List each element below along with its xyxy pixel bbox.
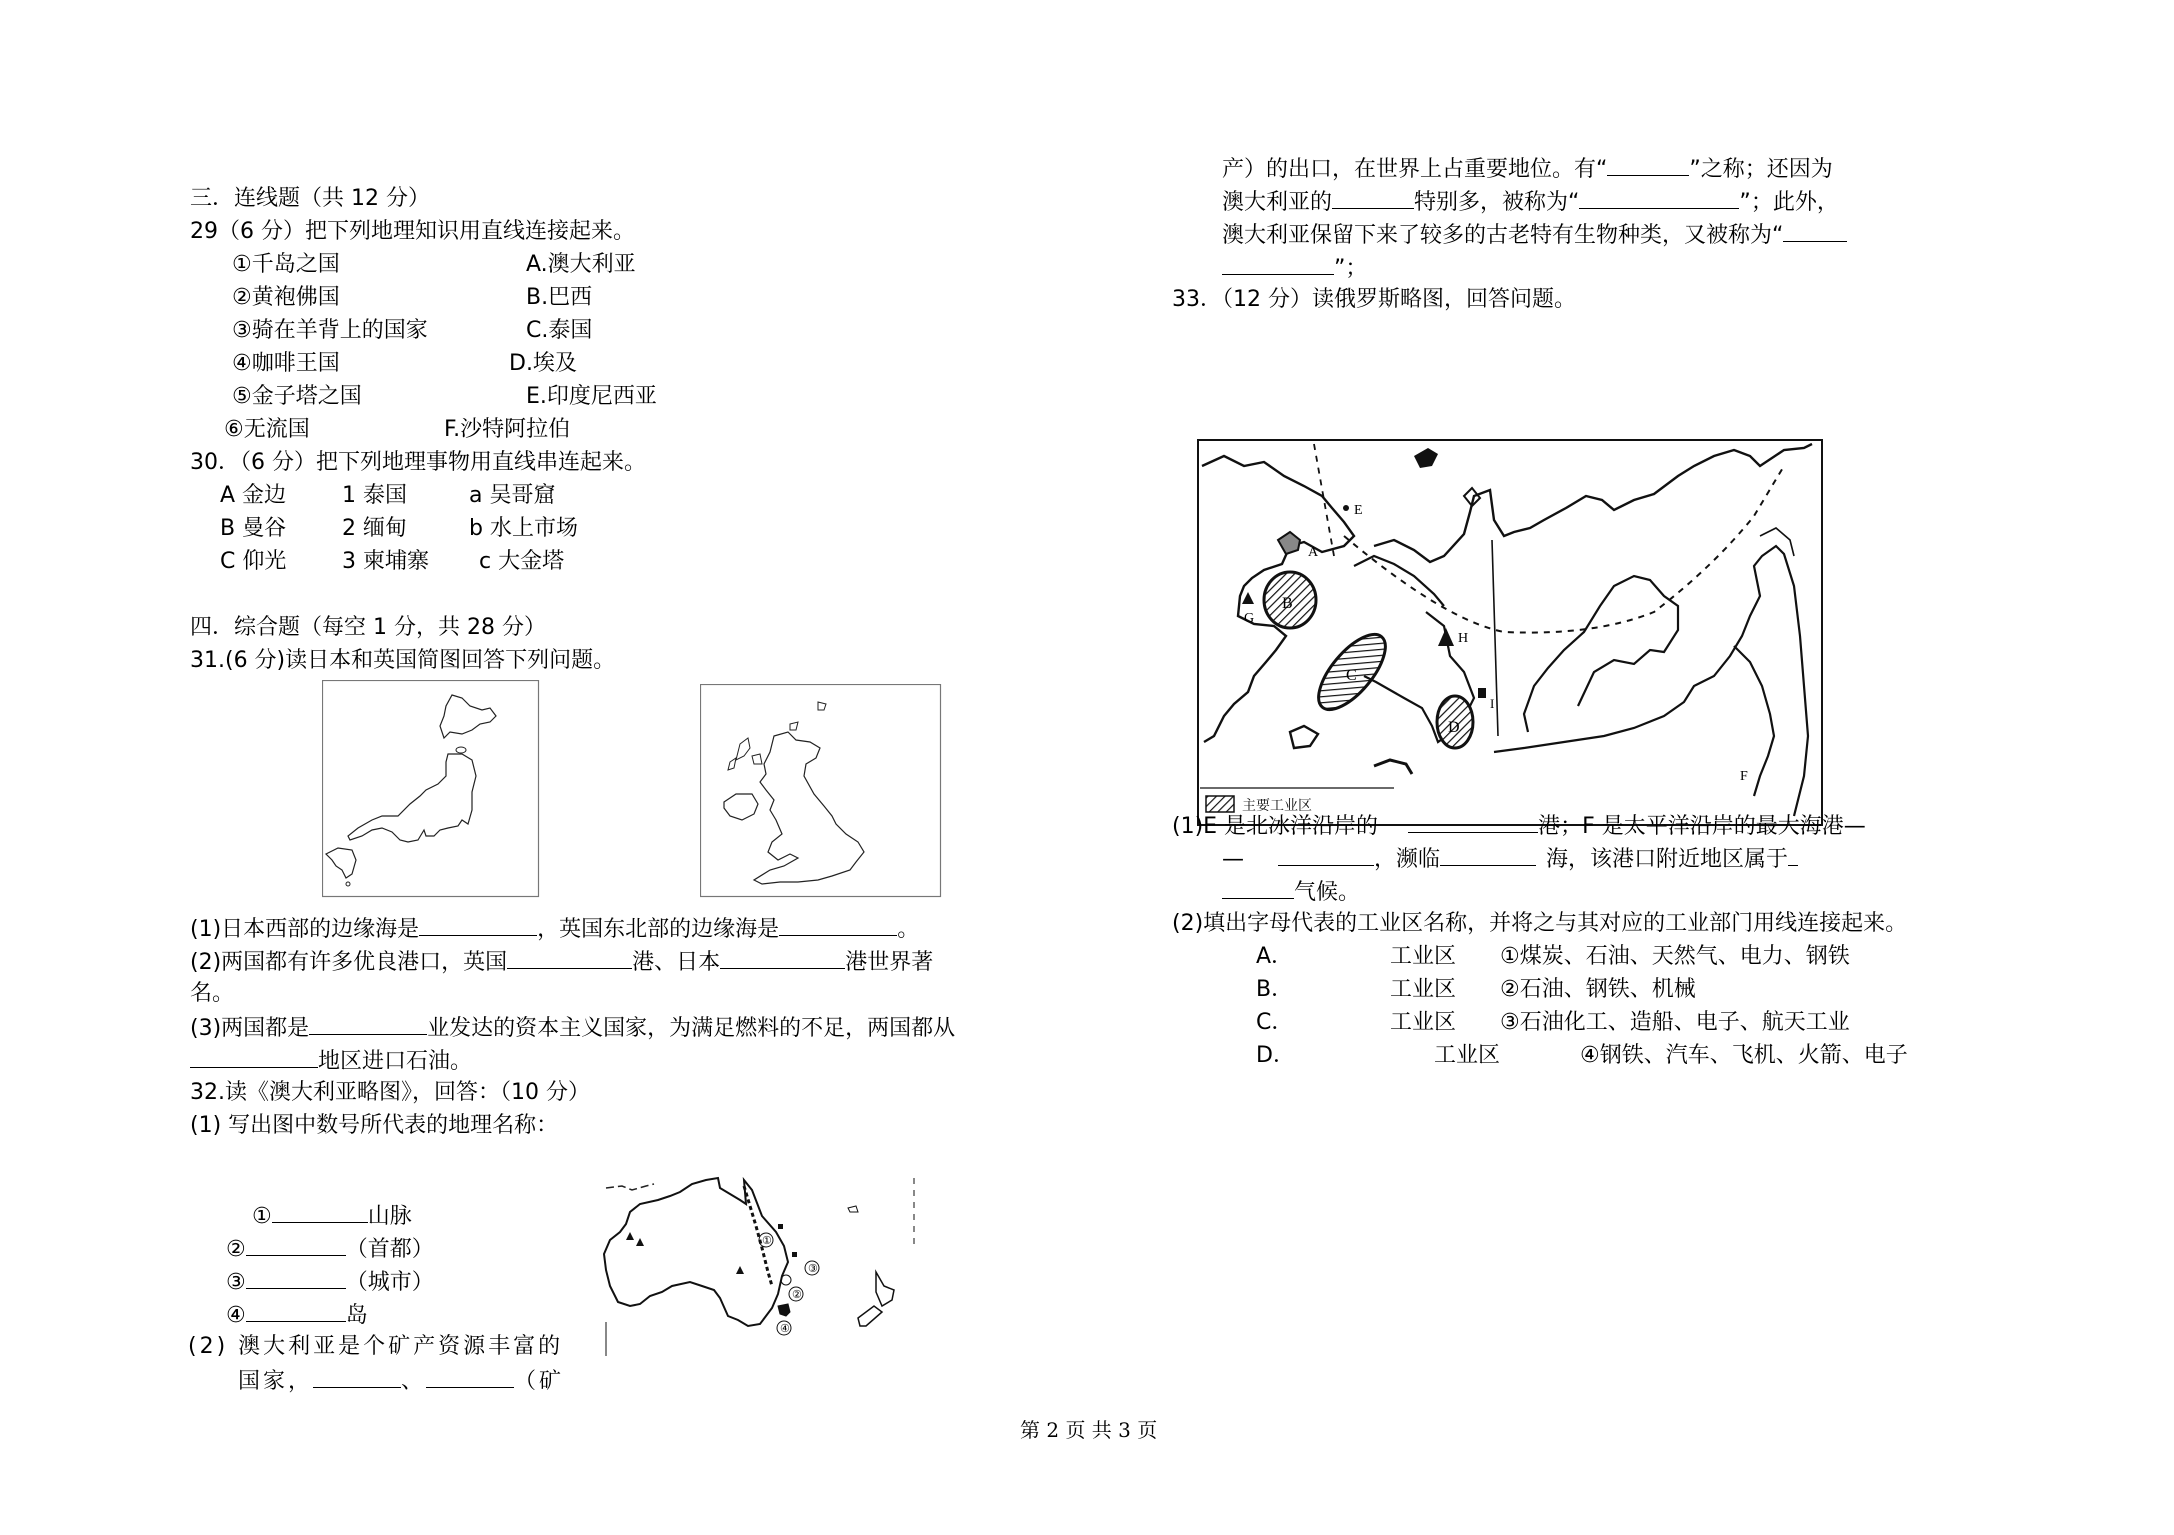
answer-blank-mountain[interactable] [272, 1200, 368, 1223]
uk-outline-map [700, 684, 942, 898]
q29-left-item: ②黄袍佛国 [232, 285, 340, 310]
answer-blank-japan-port[interactable] [720, 946, 845, 969]
section-4-heading: 四．综合题（每空 1 分，共 28 分） [190, 615, 546, 640]
answer-blank-mineral-2[interactable] [426, 1365, 514, 1388]
q30-col3-item: c 大金塔 [479, 549, 565, 574]
svg-text:I: I [1490, 696, 1495, 711]
q29-right-item: F.沙特阿拉伯 [444, 417, 571, 442]
svg-text:②: ② [792, 1289, 802, 1301]
q33-part1-text-f: 气候。 [1294, 880, 1361, 905]
svg-text:B: B [1282, 595, 1293, 612]
answer-blank-west-sea[interactable] [419, 913, 537, 936]
answer-blank-capital[interactable] [246, 1233, 346, 1256]
q32-cont-text-e: ”；此外， [1739, 190, 1839, 215]
q31-part2-text-b: 港、日本 [632, 950, 721, 975]
q29-left-item: ①千岛之国 [232, 252, 340, 277]
q32-cont-line4 [1222, 252, 1367, 284]
q33-row-label: 工业区 [1390, 977, 1457, 1002]
q32-cont-text-d: 特别多，被称为“ [1414, 190, 1580, 215]
item-suffix: 山脉 [367, 1204, 412, 1229]
answer-blank-sea[interactable] [1440, 843, 1536, 866]
section-3-heading: 三．连线题（共 12 分） [190, 186, 430, 211]
q31-part3-text-b: 业发达的资本主义国家，为满足燃料的不足，两国都从 [427, 1016, 956, 1041]
q32-sub2-line1: (2) 澳大利亚是个矿产资源丰富的 [188, 1334, 564, 1359]
q30-col3-item: a 吴哥窟 [469, 483, 556, 508]
answer-blank-nickname-3a[interactable] [1783, 219, 1847, 242]
svg-text:④: ④ [780, 1323, 790, 1335]
q29-right-item: D.埃及 [509, 351, 577, 376]
svg-text:G: G [1244, 611, 1255, 626]
australia-sketch-map [602, 1176, 918, 1402]
answer-blank-arctic-port[interactable] [1408, 810, 1538, 833]
q29-left-item: ③骑在羊背上的国家 [232, 318, 428, 343]
svg-text:C: C [1346, 667, 1357, 684]
q32-item-1 [252, 1200, 412, 1232]
q33-row-sector: ③石油化工、造船、电子、航天工业 [1500, 1010, 1850, 1035]
q32-cont-line2 [1222, 186, 1839, 218]
q31-part1-text-a: (1)日本西部的边缘海是 [190, 917, 420, 942]
q32-item-4 [226, 1299, 368, 1331]
q33-part1-text-e: 海，该港口附近地区属于 [1546, 847, 1789, 872]
page-number: 第 2 页 共 3 页 [1020, 1418, 1158, 1442]
q33-title: 33．（12 分）读俄罗斯略图，回答问题。 [1172, 287, 1576, 312]
answer-blank-mineral-1[interactable] [313, 1365, 401, 1388]
svg-text:D: D [1448, 719, 1460, 736]
q33-row-label: 工业区 [1434, 1043, 1501, 1068]
q32-cont-text-a: 产）的出口，在世界上占重要地位。有“ [1222, 157, 1608, 182]
q29-left-item: ⑤金子塔之国 [232, 384, 362, 409]
q33-row-letter: C． [1256, 1010, 1294, 1035]
q33-row-letter: B． [1256, 977, 1294, 1002]
q31-part2-text-a: (2)两国都有许多优良港口，英国 [190, 950, 508, 975]
q33-part1-text-b: 港；F 是太平洋沿岸的最大海港— [1538, 814, 1866, 839]
q32-sub2-text-c: （矿 [514, 1369, 565, 1394]
q30-col3-item: b 水上市场 [469, 516, 578, 541]
q33-row-letter: D． [1256, 1043, 1295, 1068]
q30-col1-item: C 仰光 [220, 549, 287, 574]
q33-row-label: 工业区 [1390, 1010, 1457, 1035]
q32-sub1: (1) 写出图中数号所代表的地理名称： [190, 1113, 559, 1138]
q31-part3 [190, 1012, 955, 1044]
q29-right-item: E.印度尼西亚 [526, 384, 657, 409]
q33-part1-line3 [1222, 876, 1360, 908]
q32-cont-text-g: ”； [1334, 256, 1368, 281]
russia-map-legend: 主要工业区 [1242, 798, 1312, 814]
answer-blank-climate-b[interactable] [1222, 876, 1294, 899]
q30-title: 30．（6 分）把下列地理事物用直线串连起来。 [190, 450, 646, 475]
q33-part1-text-d: ，濒临 [1374, 847, 1441, 872]
item-number: ③ [226, 1270, 246, 1295]
q32-cont-line1 [1222, 153, 1833, 185]
answer-blank-nickname-2[interactable] [1579, 186, 1739, 209]
q29-right-item: C.泰国 [526, 318, 593, 343]
answer-blank-industry[interactable] [309, 1012, 427, 1035]
q32-sub2-text-b: 、 [401, 1369, 427, 1394]
answer-blank-uk-port[interactable] [507, 946, 632, 969]
russia-sketch-map [1194, 436, 1844, 836]
answer-blank-pacific-port[interactable] [1278, 843, 1374, 866]
item-number: ④ [226, 1303, 246, 1328]
svg-text:H: H [1458, 631, 1469, 646]
q32-item-3 [226, 1266, 434, 1298]
q32-cont-line3 [1222, 219, 1847, 251]
svg-text:F: F [1740, 769, 1748, 784]
q31-part2-text-c: 港世界著 [845, 950, 934, 975]
q33-part1-line1 [1172, 810, 1866, 842]
answer-blank-northeast-sea[interactable] [779, 913, 897, 936]
q31-part2-cont: 名。 [190, 981, 235, 1006]
svg-text:E: E [1354, 503, 1363, 518]
q31-part1-text-c: 。 [897, 917, 920, 942]
japan-outline-map [322, 680, 540, 898]
q33-row-label: 工业区 [1390, 944, 1457, 969]
q29-title: 29（6 分）把下列地理知识用直线连接起来。 [190, 219, 635, 244]
q33-row-sector: ①煤炭、石油、天然气、电力、钢铁 [1500, 944, 1850, 969]
q33-part1-line2 [1222, 843, 1798, 875]
q30-col2-item: 2 缅甸 [342, 516, 407, 541]
item-suffix: （首都） [345, 1237, 434, 1262]
answer-blank-city[interactable] [246, 1266, 346, 1289]
answer-blank-island[interactable] [246, 1299, 346, 1322]
q31-part2 [190, 946, 933, 978]
q32-cont-text-b: ”之称；还因为 [1689, 157, 1833, 182]
q31-part3-text-a: (3)两国都是 [190, 1016, 310, 1041]
item-number: ① [252, 1204, 272, 1229]
q29-right-item: A.澳大利亚 [526, 252, 636, 277]
answer-blank-nickname-1[interactable] [1607, 153, 1689, 176]
q32-item-2 [226, 1233, 434, 1265]
q30-col2-item: 3 柬埔寨 [342, 549, 429, 574]
svg-text:①: ① [762, 1235, 772, 1247]
item-suffix: （城市） [345, 1270, 434, 1295]
q32-sub2-line2 [238, 1365, 564, 1397]
q31-title: 31.(6 分)读日本和英国简图回答下列问题。 [190, 648, 616, 673]
q33-row-sector: ④钢铁、汽车、飞机、火箭、电子 [1580, 1043, 1908, 1068]
q33-row-letter: A． [1256, 944, 1294, 969]
item-number: ② [226, 1237, 246, 1262]
q29-right-item: B.巴西 [526, 285, 593, 310]
q32-sub2-text-a: 国家， [238, 1369, 314, 1394]
q31-part1 [190, 913, 919, 945]
q30-col2-item: 1 泰国 [342, 483, 407, 508]
q32-title: 32.读《澳大利亚略图》，回答：（10 分） [190, 1080, 590, 1105]
q29-left-item: ⑥无流国 [224, 417, 310, 442]
svg-text:A: A [1308, 545, 1319, 560]
answer-blank-oil-region[interactable] [190, 1045, 318, 1068]
svg-text:③: ③ [808, 1263, 818, 1275]
q30-col1-item: B 曼谷 [220, 516, 287, 541]
q30-col1-item: A 金边 [220, 483, 287, 508]
q31-part3-cont [190, 1045, 472, 1077]
item-suffix: 岛 [345, 1303, 368, 1328]
q33-part2: (2)填出字母代表的工业区名称，并将之与其对应的工业部门用线连接起来。 [1172, 911, 1908, 936]
answer-blank-livestock[interactable] [1332, 186, 1414, 209]
answer-blank-climate-a[interactable] [1788, 843, 1798, 866]
q31-part3-text-c: 地区进口石油。 [318, 1049, 473, 1074]
q33-part1-text-c: — [1222, 847, 1244, 872]
q29-left-item: ④咖啡王国 [232, 351, 340, 376]
q33-part1-text-a: (1)E 是北冰洋沿岸的 [1172, 814, 1379, 839]
q32-cont-text-f: 澳大利亚保留下来了较多的古老特有生物种类，又被称为“ [1222, 223, 1784, 248]
q32-cont-text-c: 澳大利亚的 [1222, 190, 1333, 215]
q33-row-sector: ②石油、钢铁、机械 [1500, 977, 1696, 1002]
answer-blank-nickname-3b[interactable] [1222, 252, 1334, 275]
q31-part1-text-b: ，英国东北部的边缘海是 [537, 917, 780, 942]
